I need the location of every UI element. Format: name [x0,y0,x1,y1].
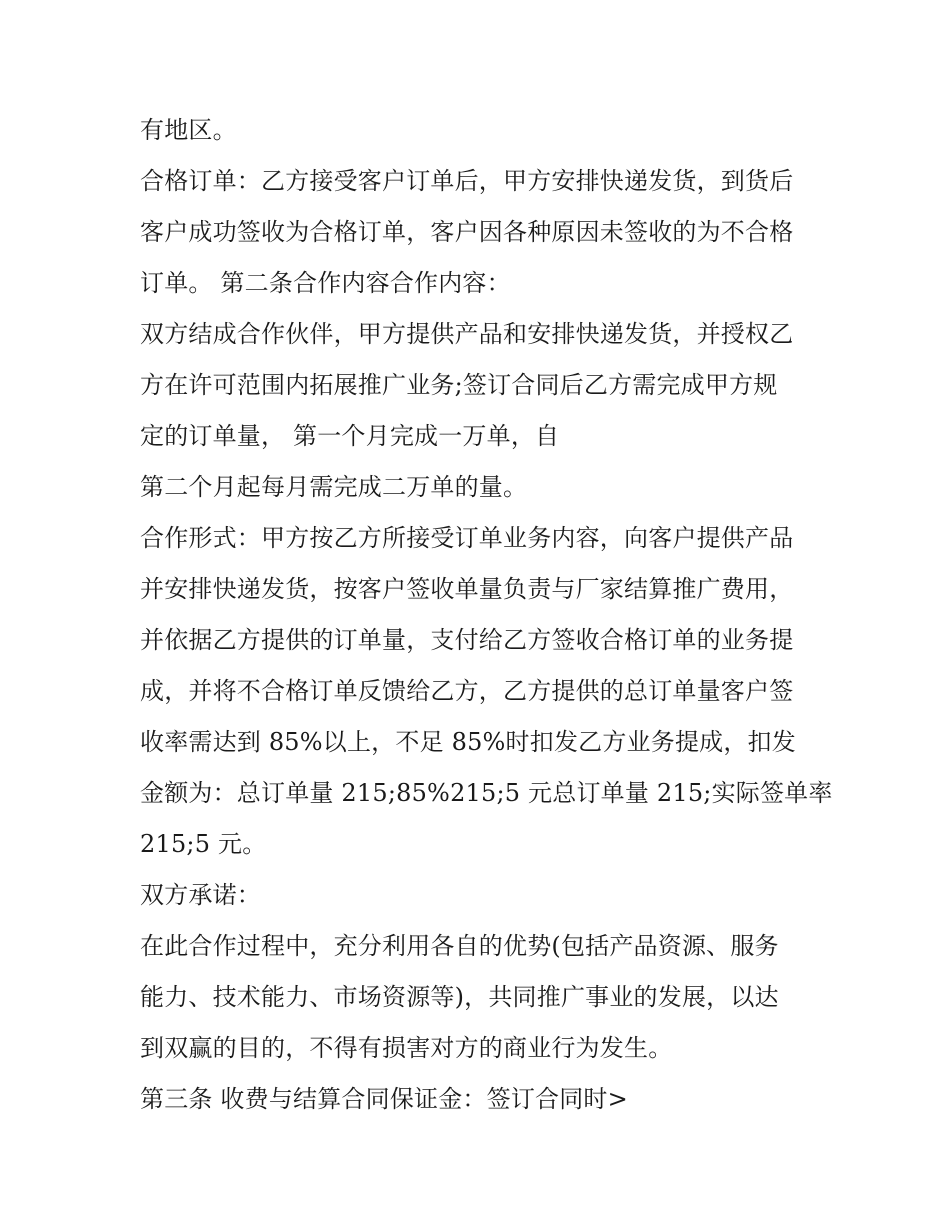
text-line: 有地区。 [140,116,237,144]
text-line: 成，并将不合格订单反馈给乙方，乙方提供的总订单量客户签 [140,677,794,705]
text-line: 方在许可范围内拓展推广业务;签订合同后乙方需完成甲方规 [140,371,778,399]
text-line: 双方结成合作伙伴，甲方提供产品和安排快递发货，并授权乙 [140,320,794,348]
text-line: 第二个月起每月需完成二万单的量。 [140,473,528,501]
document-body [140,108,833,1128]
text-line: 合作形式：甲方按乙方所接受订单业务内容，向客户提供产品 [140,524,794,552]
text-line: 金额为：总订单量 215;85%215;5 元总订单量 215;实际签单率 [140,779,833,807]
text-line: 并安排快递发货，按客户签收单量负责与厂家结算推广费用， [140,575,794,603]
text-line: 在此合作过程中，充分利用各自的优势(包括产品资源、服务 [140,932,779,960]
text-line: 合格订单：乙方接受客户订单后，甲方安排快递发货，到货后 [140,167,794,195]
text-line: 到双赢的目的，不得有损害对方的商业行为发生。 [140,1034,673,1062]
text-line: 收率需达到 85%以上，不足 85%时扣发乙方业务提成，扣发 [140,728,796,756]
text-line: 订单。 第二条合作内容合作内容： [140,269,511,297]
text-line: 并依据乙方提供的订单量，支付给乙方签收合格订单的业务提 [140,626,794,654]
text-line: 客户成功签收为合格订单，客户因各种原因未签收的为不合格 [140,218,794,246]
text-line: 双方承诺： [140,881,261,909]
text-line: 215;5 元。 [140,830,267,858]
text-line: 能力、技术能力、市场资源等)，共同推广事业的发展，以达 [140,983,779,1011]
text-line: 定的订单量， 第一个月完成一万单，自 [140,422,560,450]
text-line: 第三条 收费与结算合同保证金：签订合同时> [140,1085,628,1113]
